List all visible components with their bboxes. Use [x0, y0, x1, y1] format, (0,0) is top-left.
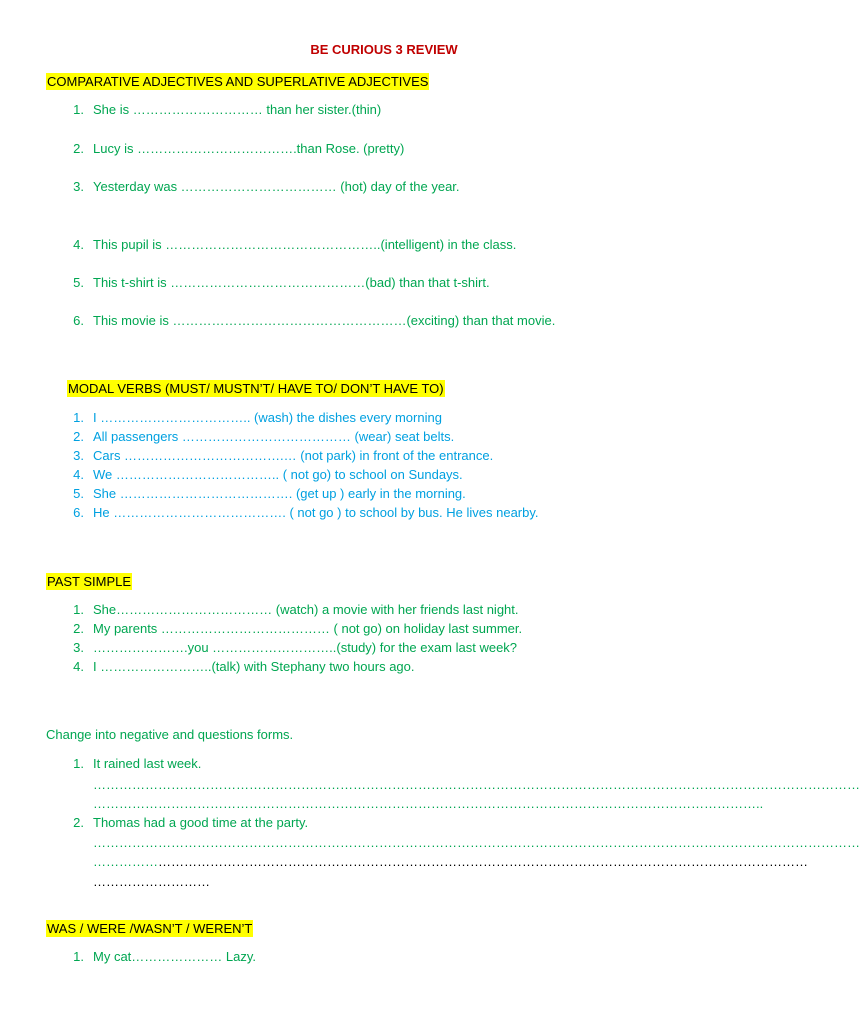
instruction-text: Change into negative and questions forms. — [46, 727, 294, 742]
answer-line: ……………………… — [93, 874, 210, 889]
answer-line: …………………………………………………………………………………………………………………………………………………………… — [93, 835, 860, 850]
answer-line: ……………………………………………………………………………………………………………………………………….. — [93, 796, 764, 811]
section-heading-was-were: WAS / WERE /WASN’T / WEREN’T — [47, 921, 253, 936]
page-title: BE CURIOUS 3 REVIEW — [310, 42, 458, 57]
section-heading-past-simple: PAST SIMPLE — [47, 574, 132, 589]
answer-line: ………………………………………………………………………………………………………………………………………………… — [93, 854, 808, 869]
answer-line: …………………………………………………………………………………………………………………………………………………………… — [93, 777, 860, 792]
section-heading-comparatives: COMPARATIVE ADJECTIVES AND SUPERLATIVE ADJECTIVES — [47, 74, 429, 89]
section-heading-modal-verbs: MODAL VERBS (MUST/ MUSTN’T/ HAVE TO/ DON’T HAVE TO) — [68, 381, 444, 396]
